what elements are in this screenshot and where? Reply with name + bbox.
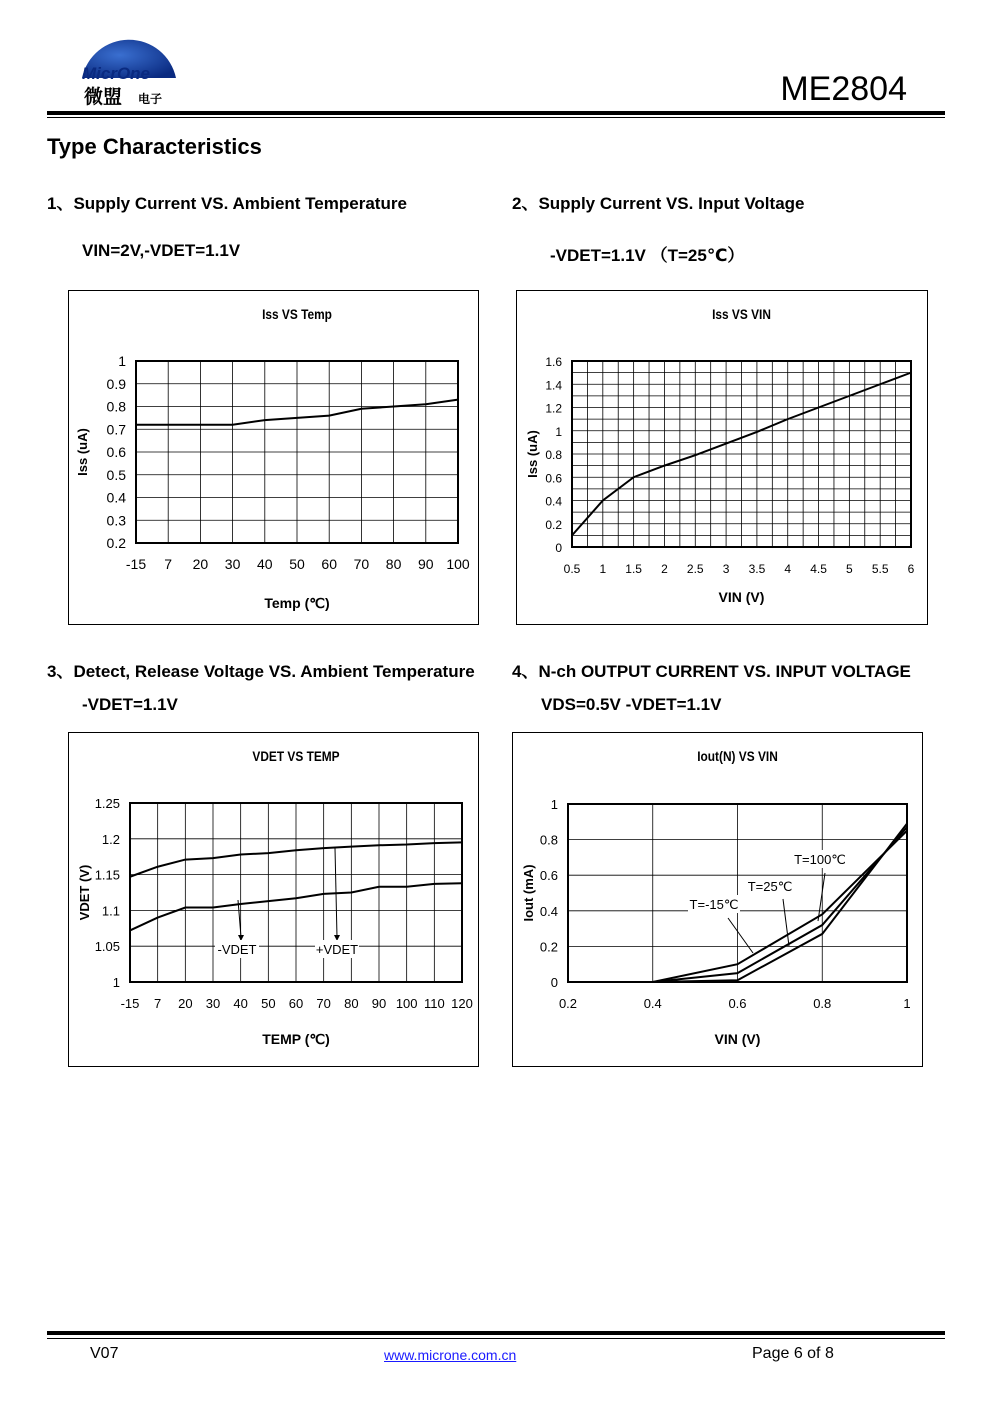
chart-title: Iout(N) VS VIN (697, 748, 778, 765)
y-tick-label: 1.6 (545, 355, 562, 369)
y-axis-label: Iss (uA) (525, 430, 540, 478)
x-tick-label: 3 (722, 562, 730, 576)
y-tick-label: 0.3 (106, 512, 126, 529)
chart-4-heading: 4、N-ch OUTPUT CURRENT VS. INPUT VOLTAGE (512, 662, 911, 681)
company-logo (78, 20, 180, 110)
x-tick-label: 5 (846, 562, 853, 576)
x-tick-label: 0.8 (813, 996, 832, 1011)
y-tick-label: 0.2 (539, 939, 558, 955)
x-axis-label: VIN (V) (718, 589, 765, 605)
x-axis-label: VIN (V) (714, 1031, 761, 1047)
x-tick-label: 2.5 (686, 562, 704, 576)
y-axis-label: Iout (mA) (521, 864, 536, 922)
y-tick-label: 0.6 (106, 444, 126, 460)
chart-4-svg (513, 733, 922, 1066)
y-tick-label: 0.8 (545, 448, 562, 462)
y-tick-label: 0 (555, 541, 562, 555)
y-tick-label: 0.2 (545, 517, 562, 532)
x-tick-label: 3.5 (748, 562, 766, 576)
x-tick-label: 7 (154, 996, 162, 1011)
y-tick-label: 1.2 (545, 401, 562, 416)
x-tick-label: 60 (288, 996, 304, 1011)
annotation-label: -VDET (217, 942, 257, 957)
y-tick-label: 1 (550, 797, 558, 812)
x-axis-label: Temp (℃) (264, 595, 330, 611)
y-tick-label: 1 (112, 975, 120, 990)
chart-1-heading: 1、Supply Current VS. Ambient Temperature (47, 194, 407, 213)
y-tick-label: 1.05 (94, 939, 120, 955)
x-tick-label: 120 (451, 996, 473, 1011)
logo-text-cn: 微盟 (84, 87, 123, 108)
header-rule-thin (47, 117, 945, 118)
y-tick-label: 1.25 (94, 796, 120, 811)
footer-version: V07 (90, 1345, 119, 1362)
chart-4-frame (512, 732, 923, 1067)
chart-4-condition: VDS=0.5V -VDET=1.1V (541, 695, 722, 714)
x-tick-label: 5.5 (871, 562, 889, 576)
x-tick-label: 100 (446, 556, 470, 572)
chart-2-frame (516, 290, 928, 625)
y-tick-label: 0.6 (545, 471, 562, 486)
y-tick-label: 0.8 (106, 398, 126, 415)
chart-3-condition: -VDET=1.1V (82, 695, 178, 714)
chart-1-frame (68, 290, 479, 625)
annotation-label: T=25℃ (747, 879, 793, 894)
y-tick-label: 0.6 (539, 868, 558, 884)
x-tick-label: 20 (178, 996, 193, 1011)
annotation-label: T=-15℃ (689, 897, 739, 912)
x-tick-label: 60 (321, 556, 337, 572)
chart-3-frame (68, 732, 479, 1067)
chart-2-condition: -VDET=1.1V （T=25℃） (550, 246, 745, 265)
x-tick-label: 30 (205, 996, 221, 1011)
header-rule-thick (47, 111, 945, 115)
x-tick-label: 30 (224, 556, 241, 572)
y-tick-label: 0.2 (106, 535, 126, 551)
y-tick-label: 0.4 (545, 494, 562, 509)
y-tick-label: 0.7 (106, 421, 126, 438)
x-tick-label: 50 (289, 556, 305, 572)
y-tick-label: 1 (555, 424, 562, 439)
x-tick-label: 2 (661, 562, 668, 576)
footer-rule-thick (47, 1331, 945, 1335)
y-tick-label: 0 (550, 975, 558, 990)
x-tick-label: 80 (344, 996, 359, 1011)
x-tick-label: 6 (907, 562, 915, 576)
y-tick-label: 0.4 (539, 903, 558, 919)
part-number: ME2804 (780, 70, 907, 108)
chart-title: VDET VS TEMP (252, 748, 340, 765)
x-tick-label: 4.5 (810, 562, 827, 576)
chart-3-svg (69, 733, 478, 1066)
x-tick-label: 0.2 (558, 996, 578, 1011)
y-tick-label: 0.8 (539, 832, 558, 848)
x-tick-label: 70 (316, 996, 331, 1011)
annotation-pointer (783, 899, 789, 946)
x-tick-label: 90 (371, 996, 387, 1011)
x-axis-label: TEMP (℃) (262, 1031, 330, 1047)
x-tick-label: 7 (164, 556, 173, 572)
x-tick-label: 80 (385, 556, 402, 572)
chart-title: Iss VS VIN (712, 306, 771, 323)
y-tick-label: 0.9 (106, 375, 126, 392)
chart-title: Iss VS Temp (262, 306, 332, 323)
y-tick-label: 1.4 (545, 378, 562, 393)
x-tick-label: -15 (120, 996, 140, 1011)
footer-url-link[interactable]: www.microne.com.cn (384, 1347, 517, 1363)
x-tick-label: 1 (599, 562, 607, 576)
x-tick-label: 100 (395, 996, 418, 1011)
logo-text-en-1: MicrOne (82, 64, 151, 83)
logo-text-cn-small: 电子 (138, 92, 163, 106)
footer-page-number: Page 6 of 8 (752, 1345, 834, 1362)
chart-1-svg (69, 291, 478, 624)
y-axis-label: VDET (V) (77, 864, 92, 921)
y-tick-label: 1.2 (101, 831, 120, 847)
y-tick-label: 1 (118, 353, 126, 369)
y-axis-label: Iss (uA) (75, 428, 90, 476)
chart-1-condition: VIN=2V,-VDET=1.1V (82, 241, 241, 260)
y-tick-label: 1.1 (101, 903, 120, 919)
x-tick-label: 20 (192, 556, 209, 572)
x-tick-label: 4 (784, 562, 792, 576)
chart-2-svg (517, 291, 927, 624)
annotation-pointer (728, 918, 753, 953)
y-tick-label: 0.4 (106, 489, 126, 506)
x-tick-label: 0.4 (643, 996, 662, 1011)
x-tick-label: 40 (233, 996, 248, 1011)
footer-rule-thin (47, 1338, 945, 1339)
x-tick-label: 110 (423, 996, 445, 1011)
x-tick-label: 1 (903, 996, 911, 1011)
y-tick-label: 0.5 (106, 466, 126, 483)
x-tick-label: 1.5 (625, 562, 642, 576)
chart-2-heading: 2、Supply Current VS. Input Voltage (512, 194, 805, 213)
x-tick-label: 90 (418, 556, 434, 572)
x-tick-label: -15 (125, 556, 147, 572)
chart-3-heading: 3、Detect, Release Voltage VS. Ambient Temperature (47, 662, 475, 681)
x-tick-label: 0.5 (563, 562, 581, 576)
section-title: Type Characteristics (47, 134, 262, 159)
annotation-label: +VDET (315, 942, 359, 957)
y-tick-label: 1.15 (94, 867, 120, 883)
x-tick-label: 50 (261, 996, 276, 1011)
x-tick-label: 40 (257, 556, 273, 572)
x-tick-label: 0.6 (728, 996, 747, 1011)
x-tick-label: 70 (353, 556, 370, 572)
annotation-label: T=100℃ (794, 852, 846, 867)
